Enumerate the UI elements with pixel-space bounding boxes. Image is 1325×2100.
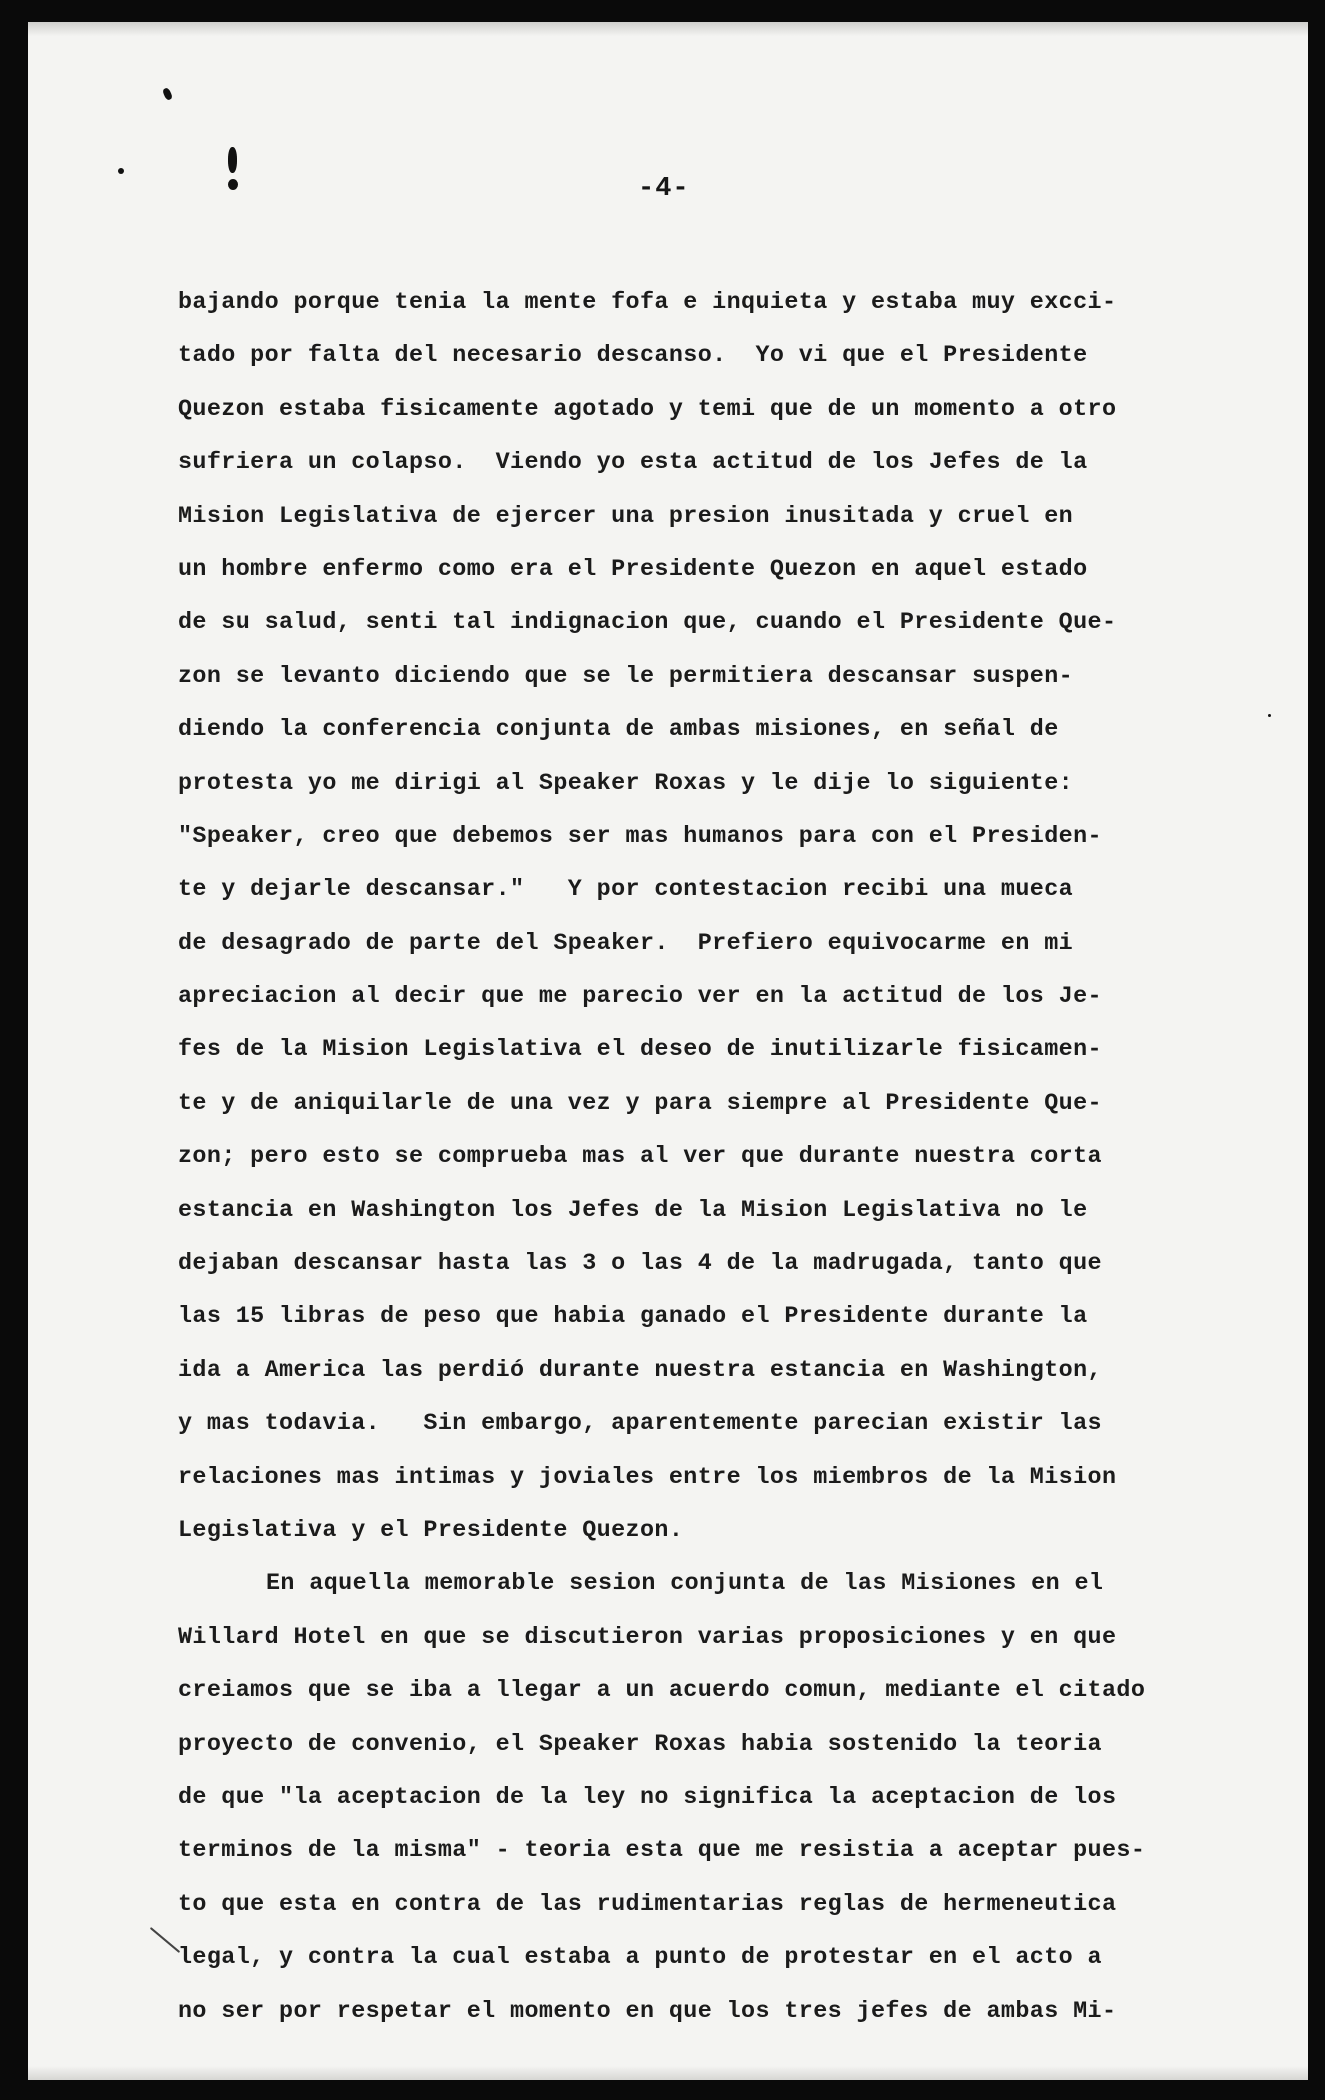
text-line: apreciacion al decir que me parecio ver en la actitud de los Je- xyxy=(178,984,1102,1011)
text-line: ida a America las perdió durante nuestra estancia en Washington, xyxy=(178,1357,1102,1384)
text-line: y mas todavia. Sin embargo, aparentemente parecian existir las xyxy=(178,1411,1102,1438)
text-line: tado por falta del necesario descanso. Yo vi que el Presidente xyxy=(178,343,1088,370)
text-line: "Speaker, creo que debemos ser mas humanos para con el Presiden- xyxy=(178,823,1102,850)
page-top-edge xyxy=(28,22,1308,36)
text-line: Mision Legislativa de ejercer una presion inusitada y cruel en xyxy=(178,503,1074,530)
ink-speck xyxy=(118,168,124,174)
page-number: -4- xyxy=(638,174,690,204)
text-line: de su salud, senti tal indignacion que, cuando el Presidente Que- xyxy=(178,610,1117,637)
text-line: Quezon estaba fisicamente agotado y temi que de un momento a otro xyxy=(178,396,1117,423)
text-line: creiamos que se iba a llegar a un acuerdo comun, mediante el citado xyxy=(178,1678,1146,1705)
text-line: zon se levanto diciendo que se le permitiera descansar suspen- xyxy=(178,663,1074,690)
text-line: bajando porque tenia la mente fofa e inquieta y estaba muy excci- xyxy=(178,290,1117,316)
text-line: diendo la conferencia conjunta de ambas misiones, en señal de xyxy=(178,717,1059,744)
text-line: un hombre enfermo como era el Presidente Quezon en aquel estado xyxy=(178,556,1088,583)
document-page xyxy=(28,22,1308,2080)
text-line: no ser por respetar el momento en que los tres jefes de ambas Mi- xyxy=(178,1998,1117,2025)
ink-speck xyxy=(150,1927,180,1953)
body-text xyxy=(178,277,1288,2039)
text-line: legal, y contra la cual estaba a punto de protestar en el acto a xyxy=(178,1945,1102,1972)
page-bottom-edge xyxy=(28,2066,1308,2080)
text-line: sufriera un colapso. Viendo yo esta actitud de los Jefes de la xyxy=(178,450,1088,477)
text-line: de desagrado de parte del Speaker. Prefiero equivocarme en mi xyxy=(178,930,1074,957)
text-line: protesta yo me dirigi al Speaker Roxas y le dije lo siguiente: xyxy=(178,770,1074,797)
text-line: Legislativa y el Presidente Quezon. xyxy=(178,1517,684,1544)
text-line: te y dejarle descansar." Y por contestacion recibi una mueca xyxy=(178,877,1074,904)
ink-speck xyxy=(228,179,238,190)
text-line: relaciones mas intimas y joviales entre los miembros de la Mision xyxy=(178,1464,1117,1491)
text-line: de que "la aceptacion de la ley no significa la aceptacion de los xyxy=(178,1784,1117,1811)
text-line: dejaban descansar hasta las 3 o las 4 de la madrugada, tanto que xyxy=(178,1251,1102,1278)
ink-speck xyxy=(228,147,237,173)
text-line: las 15 libras de peso que habia ganado el Presidente durante la xyxy=(178,1304,1088,1331)
text-line: terminos de la misma" - teoria esta que me resistia a aceptar pues- xyxy=(178,1838,1146,1865)
text-line: zon; pero esto se comprueba mas al ver que durante nuestra corta xyxy=(178,1144,1102,1171)
text-line: proyecto de convenio, el Speaker Roxas habia sostenido la teoria xyxy=(178,1731,1102,1758)
ink-speck xyxy=(162,87,173,101)
text-line: Willard Hotel en que se discutieron varias proposiciones y en que xyxy=(178,1624,1117,1651)
text-line: te y de aniquilarle de una vez y para siempre al Presidente Que- xyxy=(178,1090,1102,1117)
text-line: fes de la Mision Legislativa el deseo de inutilizarle fisicamen- xyxy=(178,1037,1102,1064)
paragraph-first-line: En aquella memorable sesion conjunta de las Misiones en el xyxy=(266,1571,1104,1598)
text-line: to que esta en contra de las rudimentarias reglas de hermeneutica xyxy=(178,1891,1117,1918)
text-line: estancia en Washington los Jefes de la Mision Legislativa no le xyxy=(178,1197,1088,1224)
